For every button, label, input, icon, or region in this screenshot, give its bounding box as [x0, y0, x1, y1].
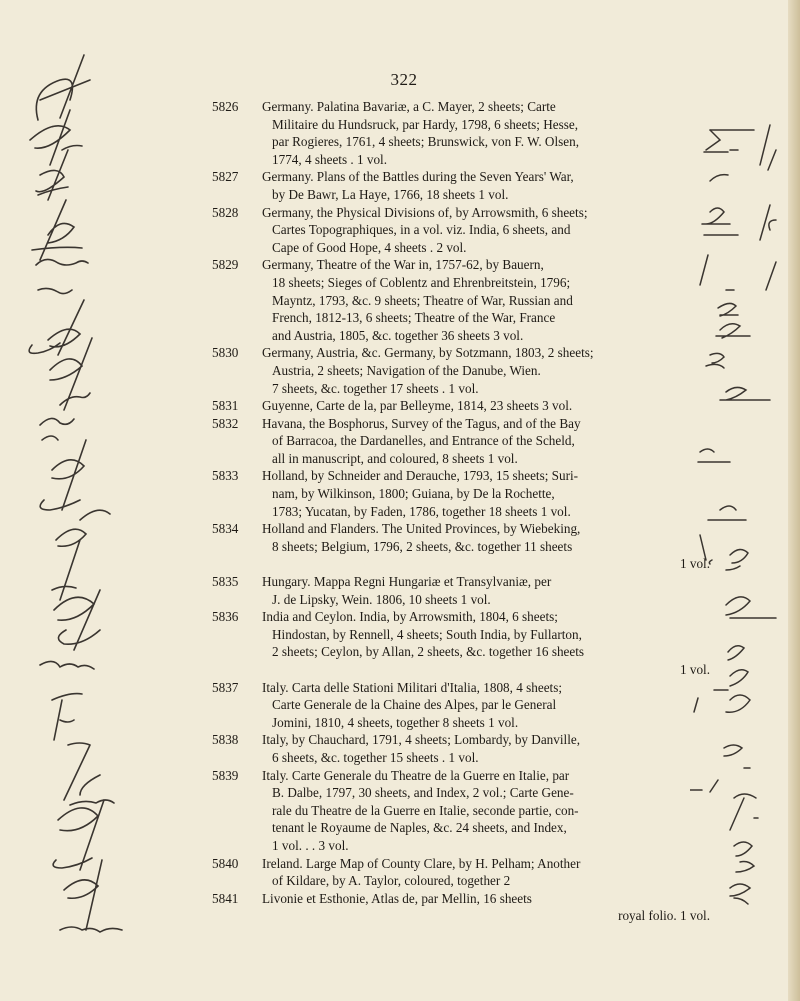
catalogue-entry [212, 855, 710, 890]
entry-line: Germany, Austria, &c. Germany, by Sotzmann, 1803, 2 sheets; [262, 345, 594, 361]
entry-line: all in manuscript, and coloured, 8 sheets 1 vol. [272, 450, 518, 466]
entry-line: by De Bawr, La Haye, 1766, 18 sheets 1 vol. [272, 186, 509, 202]
lot-number: 5837 [212, 679, 239, 695]
lot-number: 5838 [212, 732, 239, 748]
entry-line: Germany. Palatina Bavariæ, a C. Mayer, 2 sheets; Carte [262, 99, 556, 114]
catalogue-entry [212, 731, 710, 766]
lot-number: 5833 [212, 468, 239, 484]
catalogue-entry [212, 467, 710, 520]
lot-number: 5832 [212, 415, 239, 431]
entry-line: par Rogieres, 1761, 4 sheets; Brunswick, von F. W. Olsen, [272, 134, 579, 150]
lot-number: 5830 [212, 345, 239, 361]
entry-line: 1774, 4 sheets . 1 vol. [272, 151, 388, 167]
catalogue-entry [212, 890, 710, 925]
entry-line: of Kildare, by A. Taylor, coloured, together 2 [272, 873, 511, 889]
entry-line: Germany, the Physical Divisions of, by Arrowsmith, 6 sheets; [262, 204, 588, 220]
entry-line: Jomini, 1810, 4 sheets, together 8 sheets 1 vol. [272, 714, 519, 730]
entry-line: Cartes Topographiques, in a vol. viz. India, 6 sheets, and [272, 222, 571, 238]
catalogue-entry [212, 415, 710, 468]
entry-line: 18 sheets; Sieges of Coblentz and Ehrenbreitstein, 1796; [272, 274, 571, 290]
entry-line: Hungary. Mappa Regni Hungariæ et Transylvaniæ, per [262, 574, 552, 590]
entry-line: Germany, Theatre of the War in, 1757-62, by Bauern, [262, 257, 544, 273]
lot-number: 5836 [212, 609, 239, 625]
catalogue-entry [212, 98, 710, 168]
entry-line: 1 vol. [679, 556, 710, 572]
entry-line: of Barracoa, the Dardanelles, and Entrance of the Scheld, [272, 433, 575, 449]
catalogue-entry [212, 573, 710, 608]
lot-number: 5829 [212, 257, 239, 273]
entry-line: Havana, the Bosphorus, Survey of the Tagus, and of the Bay [262, 415, 581, 431]
catalogue-listing [0, 98, 720, 925]
entry-line: B. Dalbe, 1797, 30 sheets, and Index, 2 vol.; Carte Gene- [272, 785, 574, 801]
entry-line: Austria, 2 sheets; Navigation of the Danube, Wien. [272, 362, 541, 378]
entry-line: 6 sheets, &c. together 15 sheets . 1 vol. [272, 749, 479, 765]
entry-line: and Austria, 1805, &c. together 36 sheets 3 vol. [272, 327, 524, 343]
entry-line: Italy. Carta delle Stationi Militari d'Italia, 1808, 4 sheets; [262, 679, 563, 695]
entry-line: 1783; Yucatan, by Faden, 1786, together 18 sheets 1 vol. [272, 503, 571, 519]
lot-number: 5831 [212, 398, 239, 414]
entry-line: tenant le Royaume de Naples, &c. 24 sheets, and Index, [272, 820, 567, 836]
entry-line: 1 vol. . . 3 vol. [272, 837, 349, 853]
page-number: 322 [390, 70, 418, 89]
entry-line: 2 sheets; Ceylon, by Allan, 2 sheets, &c. together 16 sheets [272, 644, 585, 660]
catalogue-entry [212, 679, 710, 732]
catalogue-entry [212, 256, 710, 344]
entry-line: nam, by Wilkinson, 1800; Guiana, by De la Rochette, [272, 486, 555, 502]
lot-number: 5834 [212, 521, 239, 537]
entry-line: Carte Generale de la Chaine des Alpes, par le General [272, 697, 557, 713]
catalogue-entry [212, 168, 710, 203]
entry-line: Holland, by Schneider and Derauche, 1793, 15 sheets; Suri- [262, 468, 579, 484]
entry-line: Livonie et Esthonie, Atlas de, par Mellin, 16 sheets [262, 890, 532, 906]
entry-line: Mayntz, 1793, &c. 9 sheets; Theatre of War, Russian and [272, 292, 573, 308]
entry-line: Holland and Flanders. The United Provinces, by Wiebeking, [262, 521, 581, 537]
entry-line: Hindostan, by Rennell, 4 sheets; South India, by Fullarton, [272, 626, 582, 642]
lot-number: 5826 [212, 99, 239, 114]
entry-line: Italy. Carte Generale du Theatre de la Guerre en Italie, par [262, 767, 570, 783]
entry-line: J. de Lipsky, Wein. 1806, 10 sheets 1 vol. [272, 591, 491, 607]
lot-number: 5841 [212, 890, 239, 906]
lot-number: 5840 [212, 855, 239, 871]
entry-line: Ireland. Large Map of County Clare, by H. Pelham; Another [262, 855, 581, 871]
entry-line: 8 sheets; Belgium, 1796, 2 sheets, &c. together 11 sheets [272, 538, 573, 554]
entry-line: royal folio. 1 vol. [618, 908, 710, 924]
lot-number: 5828 [212, 204, 239, 220]
entry-line: 1 vol. [679, 662, 710, 677]
entry-line: rale du Theatre de la Guerre en Italie, seconde partie, con- [272, 802, 579, 818]
entry-line: Militaire du Hundsruck, par Hardy, 1798, 6 sheets; Hesse, [272, 116, 579, 132]
catalogue-entry [212, 204, 710, 257]
entry-line: Guyenne, Carte de la, par Belleyme, 1814, 23 sheets 3 vol. [262, 398, 573, 414]
lot-number: 5835 [212, 574, 239, 590]
entry-line: Italy, by Chauchard, 1791, 4 sheets; Lombardy, by Danville, [262, 732, 581, 748]
lot-number: 5839 [212, 767, 239, 783]
catalogue-entry [212, 608, 710, 678]
entry-line: India and Ceylon. India, by Arrowsmith, 1804, 6 sheets; [262, 609, 558, 625]
entry-line: Germany. Plans of the Battles during the Seven Years' War, [262, 169, 574, 185]
entry-line: Cape of Good Hope, 4 sheets . 2 vol. [272, 239, 467, 255]
catalogue-entry [212, 520, 710, 573]
catalogue-entry [212, 397, 710, 415]
entry-line: French, 1812-13, 6 sheets; Theatre of the War, France [272, 310, 556, 326]
entry-line: 7 sheets, &c. together 17 sheets . 1 vol. [272, 380, 479, 396]
lot-number: 5827 [212, 169, 239, 185]
catalogue-entry [212, 767, 710, 855]
catalogue-entry [212, 344, 710, 397]
